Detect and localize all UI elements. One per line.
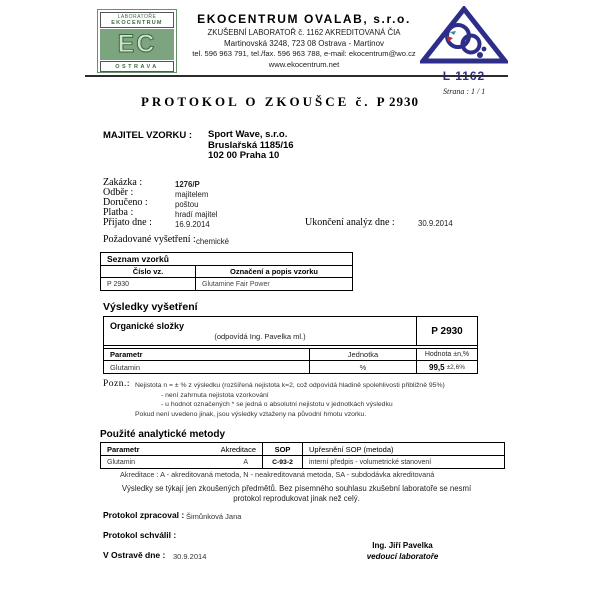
disclaimer-line: Výsledky se týkají jen zkoušených předmětů. Bez písemného souhlasu zkušební laboratoře se nesmí	[121, 484, 472, 493]
ec-logo-city: OSTRAVA	[100, 61, 174, 72]
ec-laboratory-logo	[97, 9, 177, 73]
signer-role: vedoucí laboratoře	[366, 552, 439, 561]
unit-header: Jednotka	[310, 349, 417, 360]
parameter-cell: Glutamin	[104, 361, 310, 373]
methods-param-accred-header	[101, 443, 263, 455]
cia-triangle-icon	[420, 6, 508, 66]
order-value: majitelem	[175, 189, 209, 199]
document-title	[85, 94, 475, 110]
accreditation-cell: A	[243, 458, 248, 466]
company-address-line: Martinovská 3248, 723 08 Ostrava - Martinov	[223, 38, 385, 48]
results-group-cell	[104, 317, 417, 345]
sample-description-cell: Glutamine Fair Power	[202, 280, 270, 288]
sample-number-header: Číslo vz.	[101, 266, 196, 277]
sample-owner-label: MAJITEL VZORKU :	[103, 130, 193, 141]
company-header	[175, 12, 433, 69]
results-sample-id: P 2930	[431, 325, 463, 337]
note-line: - není zahrnuta nejistota vzorkování	[161, 392, 269, 399]
value-header: Hodnota ±n,%	[424, 351, 470, 358]
unit-cell: %	[310, 361, 417, 373]
order-label: Zakázka :	[103, 177, 143, 188]
results-heading: Výsledky vyšetření	[103, 301, 198, 313]
cia-accreditation-mark	[420, 6, 508, 83]
requested-examination-label: Požadované vyšetření :	[103, 234, 196, 245]
note-line: Nejistota n = ± % z výsledku (rozšířená nejistota k=2, což odpovídá hladině spolehlivosti přibližně 95%)	[135, 382, 445, 389]
order-label: Platba :	[103, 207, 134, 218]
sample-list-title: Seznam vzorků	[101, 253, 352, 266]
result-uncertainty: ±2,6%	[446, 363, 465, 371]
ec-logo-line2: EKOCENTRUM	[111, 20, 163, 26]
ec-monogram-letters: EC	[117, 30, 157, 58]
disclaimer	[85, 484, 508, 503]
issue-date-value: 30.9.2014	[173, 551, 207, 561]
sop-detail-header: Upřesnění SOP (metoda)	[309, 444, 394, 454]
methods-table	[100, 442, 505, 469]
order-value: 16.9.2014	[175, 219, 210, 229]
table-row	[101, 456, 504, 468]
note-label: Pozn.:	[103, 379, 131, 389]
sample-list-header	[101, 266, 352, 278]
company-name: EKOCENTRUM OVALAB, s.r.o.	[197, 12, 411, 26]
owner-city: 102 00 Praha 10	[208, 150, 280, 161]
order-label: Odběr :	[103, 187, 134, 198]
accreditation-legend: Akreditace : A - akreditovaná metoda, N - neakreditovaná metoda, SA - subdodávka akreditovaná	[120, 470, 435, 479]
order-label: Doručeno :	[103, 197, 148, 208]
signature-block	[330, 541, 475, 561]
sample-number-cell: P 2930	[101, 278, 196, 290]
methods-header-row	[101, 443, 504, 456]
ec-logo-monogram	[100, 29, 174, 60]
parameter-header: Parametr	[104, 349, 310, 360]
results-group-name: Organické složky	[110, 321, 185, 331]
disclaimer-line: protokol reprodukovat jinak než celý.	[233, 493, 360, 503]
company-website: www.ekocentrum.net	[268, 59, 340, 69]
order-info-labels	[103, 178, 152, 228]
parameter-cell: Glutamin	[107, 458, 136, 466]
sample-description-header: Označení a popis vzorku	[230, 267, 318, 276]
processed-by-name: Šimůnková Jana	[186, 511, 242, 521]
sample-list-table	[100, 252, 353, 291]
results-group-row	[104, 317, 477, 346]
company-contact-line: tel. 596 963 791, tel./fax. 596 963 788, e-mail: ekocentrum@wo.cz	[192, 49, 416, 58]
issue-date-label: V Ostravě dne :	[103, 550, 166, 560]
analysis-end-date: 30.9.2014	[418, 219, 453, 228]
analysis-end-label: Ukončení analýz dne :	[305, 217, 395, 228]
document-title-text: PROTOKOL O ZKOUŠCE č.	[140, 94, 371, 109]
note-line: - u hodnot označených * se jedná o absolutní nejistotu v jednotkách výsledku	[161, 401, 393, 408]
parameter-header: Parametr	[107, 444, 140, 454]
methods-param-accred-cell	[101, 456, 263, 468]
results-responsible: (odpovídá Ing. Pavelka ml.)	[214, 332, 306, 341]
sop-detail-cell: interní předpis - volumetrické stanovení	[309, 458, 432, 466]
order-value: hradí majitel	[175, 209, 218, 219]
approved-by-label: Protokol schválil :	[103, 530, 177, 540]
sample-owner-address	[208, 130, 294, 162]
header-divider	[85, 75, 508, 77]
sop-cell: C-93-2	[263, 456, 303, 468]
order-info-values	[175, 180, 217, 230]
owner-name: Sport Wave, s.r.o.	[208, 129, 288, 140]
owner-street: Bruslařská 1185/16	[208, 139, 294, 151]
methods-heading: Použité analytické metody	[100, 429, 226, 440]
results-header-row	[104, 349, 477, 361]
order-value: poštou	[175, 199, 199, 209]
table-row	[101, 278, 352, 290]
table-row	[104, 361, 477, 373]
company-accreditation-line: ZKUŠEBNÍ LABORATOŘ č. 1162 AKREDITOVANÁ ČIA	[207, 28, 401, 37]
sop-header: SOP	[263, 443, 303, 455]
ec-logo-header	[100, 12, 174, 28]
order-label: Přijato dne :	[103, 217, 152, 228]
signer-name: Ing. Jiří Pavelka	[372, 541, 433, 550]
document-title-number: P 2930	[376, 94, 420, 109]
note-line: Pokud není uvedeno jinak, jsou výsledky vztaženy na původní hmotu vzorku.	[135, 411, 367, 418]
processed-by-label: Protokol zpracoval :	[103, 510, 185, 520]
ec-logo-line1: LABORATOŘE	[117, 14, 157, 20]
page-number: Strana : 1 / 1	[443, 87, 486, 96]
requested-examination-value: chemické	[196, 236, 229, 246]
value-cell	[417, 361, 477, 373]
result-value: 99,5	[429, 362, 445, 372]
accreditation-header: Akreditace	[220, 444, 256, 454]
order-value: 1276/P	[175, 179, 200, 189]
results-table	[103, 316, 478, 374]
